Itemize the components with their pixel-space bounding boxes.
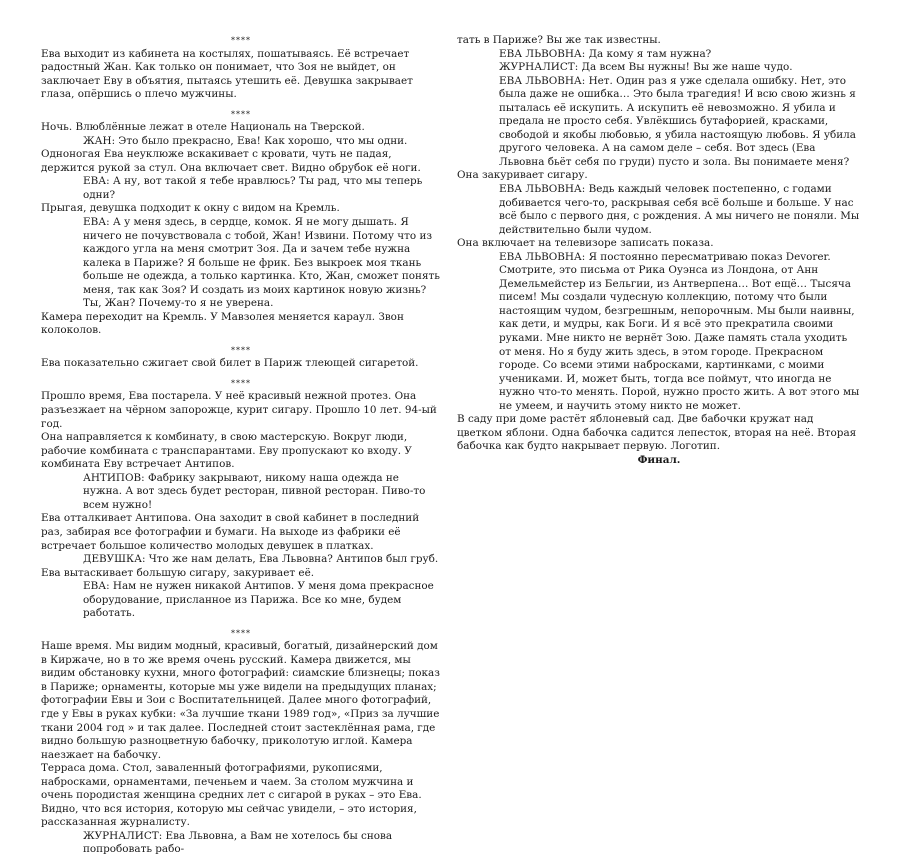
paragraph: Камера переходит на Кремль. У Мавзолея меняется караул. Звон колоколов. (41, 310, 404, 337)
dialogue-line: ЕВА ЛЬВОВНА: Я постоянно пересматриваю показ Devorer. Смотрите, это письма от Рика Оуэнса из Лондона, от Анн Демельмейстер из Бельгии, из Антверпена… Вот ещё… Тысяча писем! Мы создали чудесную коллекцию, потому что были настоящим чудом, безгрешным, непорочным. Мы были наивны, как дети, и мудры, как Боги. И я всё это прекратила своими руками. Мне никто не вернёт Зою. Даже память стала уходить от меня. Но я буду жить здесь, в этом городе. Прекрасном городе. Со всеми этими набросками, картинками, с моими учениками. И, может быть, тогда все поймут, что иногда не нужно что-то менять. Порой, нужно просто жить. А вот этого мы не умеем, и научить этому никто не может. (499, 250, 860, 412)
dialogue-line: ЕВА ЛЬВОВНА: Да кому я там нужна? (499, 47, 712, 60)
scene-separator: **** (231, 628, 251, 638)
dialogue-line: ЕВА ЛЬВОВНА: Нет. Один раз я уже сделала ошибку. Нет, это была даже не ошибка… Это была трагедия! И всю свою жизнь я пыталась её искупить. А искупить её невозможно. Я убила и предала не просто себя. Увлёкшись бутафорией, красками, свободой и якобы любовью, я убила настоящую любовь. Я убила другого человека. А на самом деле – себя. Вот здесь (Ева Львовна бьёт себя по груди) пусто и зола. Вы понимаете меня? (499, 74, 856, 168)
scene-separator: **** (231, 36, 251, 45)
dialogue-line: ДЕВУШКА: Что же нам делать, Ева Львовна? Антипов был груб. (83, 553, 439, 566)
finale-heading: Финал. (637, 453, 681, 466)
paragraph: Прыгая, девушка подходит к окну с видом на Кремль. (41, 202, 340, 215)
paragraph: Ева отталкивает Антипова. Она заходит в свой кабинет в последний раз, забирая все фотографии и бумаги. На выходе из фабрики её встречает большое количество молодых девушек в платках. (41, 512, 420, 552)
paragraph: Ева вытаскивает большую сигару, закуривает её. (41, 566, 315, 579)
paragraph: Она закуривает сигару. (457, 169, 588, 182)
scene-separator: **** (231, 109, 251, 119)
paragraph: Она направляется к комбинату, в свою мастерскую. Вокруг люди, рабочие комбината с транспарантами. Еву пропускают ко входу. У комбината Еву встречает Антипов. (41, 431, 412, 471)
paragraph: Одноногая Ева неуклюже вскакивает с кровати, чуть не падая, держится рукой за стул. Она включает свет. Видно обрубок её ноги. (41, 148, 421, 174)
dialogue-line: ЖУРНАЛИСТ: Да всем Вы нужны! Вы же наше чудо. (499, 61, 793, 74)
dialogue-line: АНТИПОВ: Фабрику закрывают, никому наша одежда не нужна. А вот здесь будет ресторан, пивной ресторан. Пиво-то всем нужно! (83, 471, 426, 511)
paragraph: тать в Париже? Вы же так известны. (457, 34, 661, 46)
dialogue-line: ЕВА: А ну, вот такой я тебе нравлюсь? Ты рад, что мы теперь одни? (83, 175, 423, 201)
paragraph: Ева выходит из кабинета на костылях, пошатываясь. Её встречает радостный Жан. Как только он понимает, что Зоя не выйдет, он заключает Еву в объятия, пытаясь утешить её. Девушка закрывает глаза, опёршись о плечо мужчины. (41, 47, 413, 101)
dialogue-line: ЕВА ЛЬВОВНА: Ведь каждый человек постепенно, с годами добивается чего-то, раскрывая себя всё больше и больше. У нас всё было с первого дня, с рождения. А мы ничего не поняли. Мы действительно были чудом. (499, 183, 860, 236)
paragraph: Ночь. Влюблённые лежат в отеле Националь на Тверской. (41, 121, 365, 134)
dialogue-line: ЖУРНАЛИСТ: Ева Львовна, а Вам не хотелось бы снова попробовать рабо- (83, 829, 393, 856)
paragraph: Терраса дома. Стол, заваленный фотографиями, рукописями, набросками, орнаментами, печеньем и чаем. За столом мужчина и очень породистая женщина средних лет с сигарой в руках – это Ева. Видно, что вся история, которую мы сейчас увидели, – это история, рассказанная журналисту. (41, 762, 422, 829)
scene-separator: **** (231, 345, 251, 355)
paragraph: Прошло время, Ева постарела. У неё красивый нежной протез. Она разъезжает на чёрном запорожце, курит сигару. Прошло 10 лет. 94-ый год. (41, 390, 437, 430)
right-column (457, 34, 861, 468)
left-column (41, 34, 441, 857)
scene-separator: **** (231, 378, 251, 388)
dialogue-line: ЕВА: А у меня здесь, в сердце, комок. Я не могу дышать. Я ничего не почувствовала с тобой, Жан! Извини. Потому что из каждого угла на меня смотрит Зоя. Да и зачем тебе нужна калека в Париже? Я больше не фрик. Без выкроек моя ткань больше не одежда, а только картинка. Кто, Жан, сможет понять меня, так как Зоя? И создать из моих картинок новую жизнь? Ты, Жан? Почему-то я не уверена. (83, 216, 440, 310)
dialogue-line: ЕВА: Нам не нужен никакой Антипов. У меня дома прекрасное оборудование, присланное из Парижа. Все ко мне, будем работать. (83, 580, 434, 620)
paragraph: В саду при доме растёт яблоневый сад. Две бабочки кружат над цветком яблони. Одна бабочка садится лепесток, вторая на неё. Вторая бабочка как будто накрывает первую. Логотип. (457, 413, 857, 453)
paragraph: Она включает на телевизоре записать показа. (457, 237, 714, 250)
dialogue-line: ЖАН: Это было прекрасно, Ева! Как хорошо, что мы одни. (83, 134, 408, 147)
paragraph: Ева показательно сжигает свой билет в Париж тлеющей сигаретой. (41, 357, 419, 370)
paragraph: Наше время. Мы видим модный, красивый, богатый, дизайнерский дом в Киржаче, но в то же время очень русский. Камера движется, мы видим обстановку кухни, много фотографий: сиамские близнецы; показ в Париже; орнаменты, которые мы уже видели на предыдущих планах; фотографии Евы и Зои с Воспитательницей. Далее много фотографий, где у Евы в руках кубки: «За лучшие ткани 1989 год», «Приз за лучшие ткани 2004 год » и так далее. Последней стоит застеклённая рама, где видно большую разноцветную бабочку, приколотую иглой. Камера наезжает на бабочку. (41, 640, 440, 761)
